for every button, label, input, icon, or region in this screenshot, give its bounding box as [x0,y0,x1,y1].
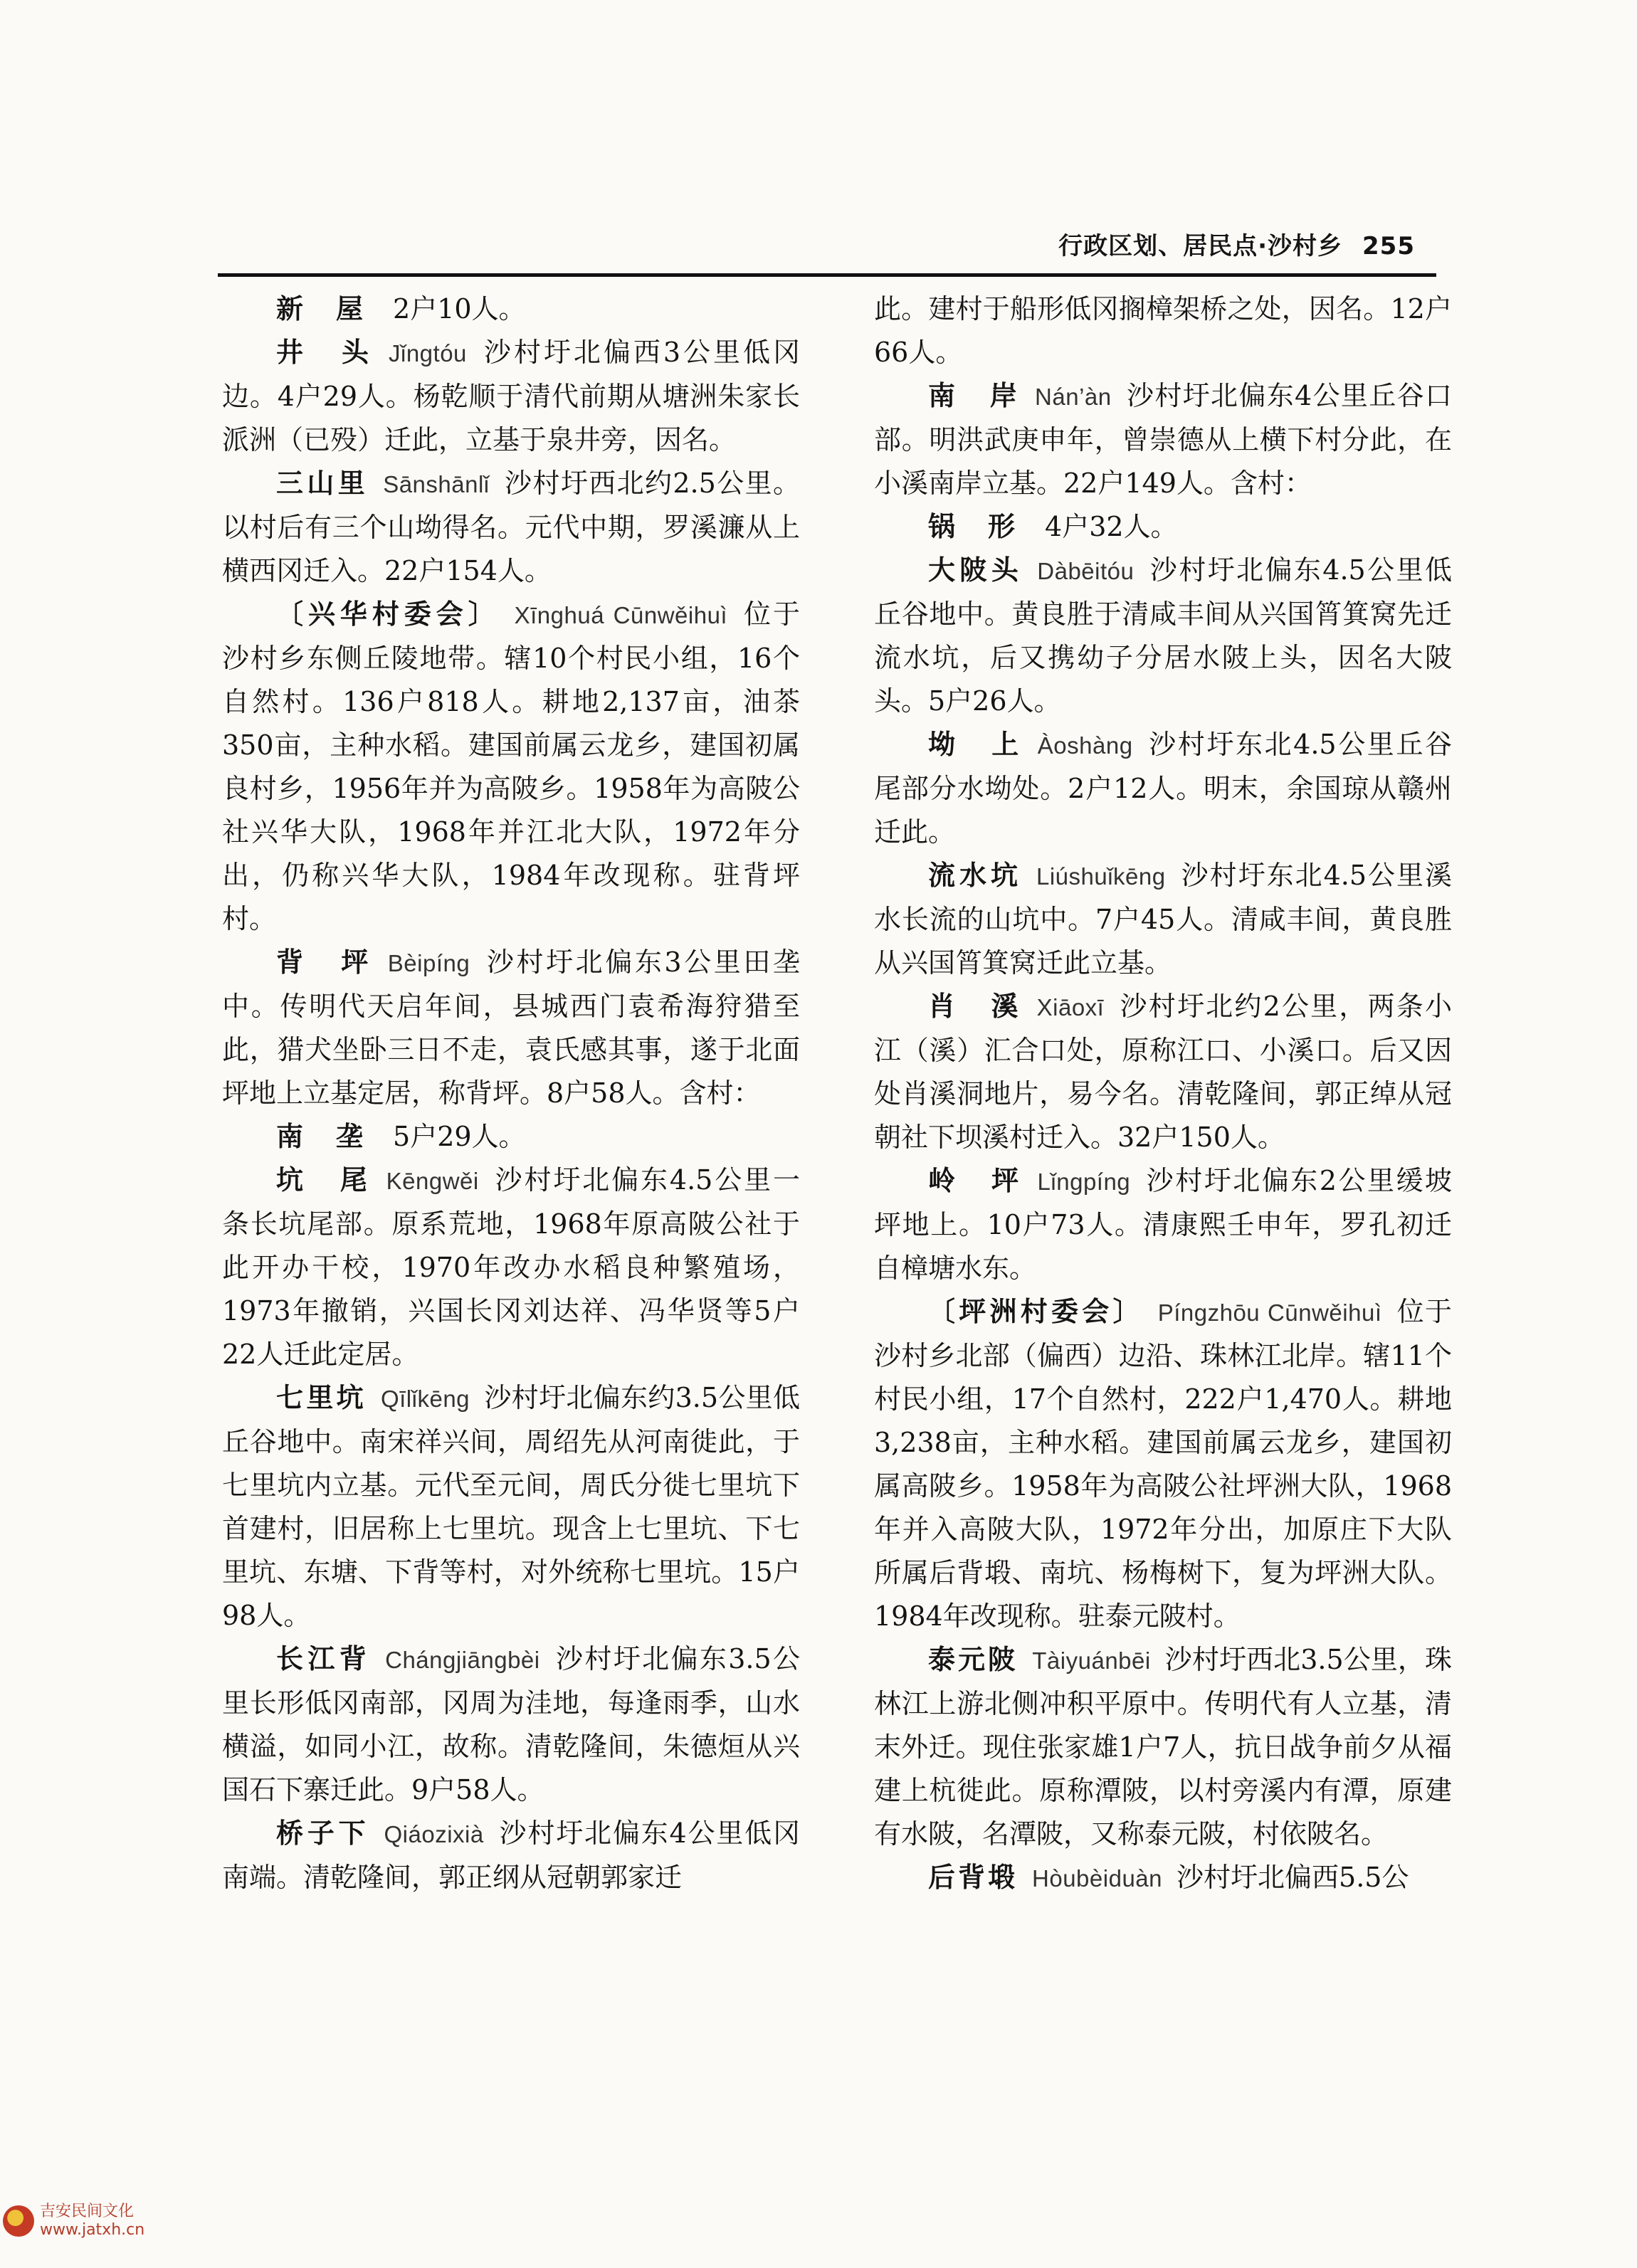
gazetteer-entry [222,288,800,331]
entry-text: 沙村圩北偏东4.5公里一条长坑尾部。原系荒地，1968年原高陂公社于此开办干校，1970年改办水稻良种繁殖场，1973年撤销，兴国长冈刘达祥、冯华贤等5户22人迁此定居。 [222,1164,800,1370]
entry-text: 5户29人。 [393,1121,526,1152]
entry-pinyin: Àoshàng [1037,732,1133,759]
running-header [1058,226,1415,261]
watermark-title: 吉安民间文化 [40,2203,135,2220]
right-column [874,288,1452,1900]
entry-name: 大陂头 [928,554,1023,586]
gazetteer-entry [874,723,1452,854]
entry-name: 井 头 [276,337,374,368]
entry-pinyin: Dàbēitóu [1037,558,1135,584]
entry-text: 2户10人。 [393,293,526,325]
entry-text: 沙村圩西北3.5公里，珠林江上游北侧冲积平原中。传明代有人立基，清末外迁。现住张家雄1户7人，抗日战争前夕从福建上杭徙此。原称潭陂，以村旁溪内有潭，原建有水陂，名潭陂，又称泰元陂，村依陂名。 [874,1644,1452,1850]
entry-name: 坳 上 [928,729,1023,760]
gazetteer-entry [874,1290,1452,1638]
gazetteer-entry [222,1812,800,1899]
entry-name: 南 垄 [276,1121,367,1152]
entry-pinyin: Sānshānlǐ [383,471,490,497]
entry-pinyin: Liúshuǐkēng [1036,863,1166,890]
entry-pinyin: Xiāoxī [1036,994,1105,1020]
gazetteer-entry [874,374,1452,505]
entry-name: 七里坑 [276,1382,367,1413]
entry-name: 坑 尾 [276,1164,372,1196]
gazetteer-entry [874,1159,1452,1290]
gazetteer-entry [874,985,1452,1159]
entry-name: 流水坑 [928,860,1022,891]
entry-text: 此。建村于船形低冈搁樟架桥之处，因名。12户66人。 [874,293,1452,368]
entry-pinyin: Lǐngpíng [1037,1169,1131,1195]
entry-name: 泰元陂 [928,1644,1018,1675]
gazetteer-entry [874,549,1452,723]
entry-pinyin: Tàiyuánbēi [1032,1647,1151,1674]
gazetteer-entry [222,1115,800,1159]
logo-icon [3,2205,34,2237]
section-title: 行政区划、居民点·沙村乡 [1058,232,1343,260]
gazetteer-entry [222,1376,800,1637]
entry-pinyin: Bèipíng [387,950,470,976]
entry-text: 沙村圩北偏西5.5公 [1177,1862,1409,1893]
entry-name: 〔兴华村委会〕 [276,598,500,630]
gazetteer-entry [222,462,800,593]
gazetteer-entry [222,1637,800,1812]
entry-name: 新 屋 [276,293,367,325]
entry-pinyin: Kēngwěi [386,1168,479,1194]
entry-text: 沙村圩西北约2.5公里。以村后有三个山坳得名。元代中期，罗溪濂从上横西冈迁入。22户154人。 [222,468,800,586]
entry-name: 肖 溪 [928,991,1023,1022]
entry-text: 沙村圩北偏东4公里丘谷口部。明洪武庚申年，曾崇德从上横下村分此，在小溪南岸立基。22户149人。含村： [874,380,1452,499]
gazetteer-entry [222,331,800,462]
gazetteer-entry [222,941,800,1115]
entry-text: 沙村圩北偏西3公里低冈边。4户29人。杨乾顺于清代前期从塘洲朱家长派洲（已殁）迁此，立基于泉井旁，因名。 [222,337,800,455]
entry-pinyin: Píngzhōu Cūnwěihuì [1157,1299,1382,1326]
gazetteer-entry [874,1856,1452,1900]
gazetteer-entry [874,854,1452,985]
gazetteer-entry [222,1159,800,1376]
gazetteer-entry [874,288,1452,374]
entry-text: 位于沙村乡东侧丘陵地带。辖10个村民小组，16个自然村。136户818人。耕地2,137亩，油茶350亩，主种水稻。建国前属云龙乡，建国初属良村乡，1956年并为高陂乡。1958年为高陂公社兴华大队，1968年并江北大队，1972年分出，仍称兴华大队，1984年改现称。驻背坪村。 [222,598,800,934]
gazetteer-entry [222,593,800,941]
header-rule [218,273,1436,277]
watermark-logo [3,2203,144,2240]
entry-name: 桥子下 [276,1818,370,1849]
entry-text: 沙村圩北偏东2公里缓坡坪地上。10户73人。清康熙壬申年，罗孔初迁自樟塘水东。 [874,1165,1452,1284]
entry-name: 后背塅 [928,1862,1018,1893]
entry-text: 位于沙村乡北部（偏西）边沿、珠林江北岸。辖11个村民小组，17个自然村，222户1,470人。耕地3,238亩，主种水稻。建国前属云龙乡，建国初属高陂乡。1958年为高陂公社坪洲大队，1968年并入高陂大队，1972年分出，加原庄下大队所属后背塅、南坑、杨梅树下，复为坪洲大队。1984年改现称。驻泰元陂村。 [874,1296,1452,1632]
entry-text: 沙村圩北偏东3.5公里长形低冈南部，冈周为洼地，每逢雨季，山水横溢，如同小江，故称。清乾隆间，朱德烜从兴国石下寨迁此。9户58人。 [222,1643,800,1805]
entry-text: 沙村圩北偏东3公里田垄中。传明代天启年间，县城西门袁希海狩猎至此，猎犬坐卧三日不走，袁氏感其事，遂于北面坪地上立基定居，称背坪。8户58人。含村： [222,946,800,1109]
entry-text: 沙村圩北约2公里，两条小江（溪）汇合口处，原称江口、小溪口。后又因处肖溪洞地片，易今名。清乾隆间，郭正绰从冠朝社下坝溪村迁入。32户150人。 [874,991,1452,1153]
entry-text: 沙村圩东北4.5公里丘谷尾部分水坳处。2户12人。明末，余国琼从赣州迁此。 [874,729,1452,848]
gazetteer-entry [874,1638,1452,1856]
entry-pinyin: Hòubèiduàn [1032,1865,1163,1892]
entry-name: 锅 形 [928,511,1018,542]
entry-text: 4户32人。 [1045,511,1178,542]
entry-name: 南 岸 [928,380,1021,411]
left-column [222,288,800,1899]
entry-name: 三山里 [276,468,369,499]
entry-name: 〔坪洲村委会〕 [928,1296,1144,1327]
entry-text: 沙村圩北偏东约3.5公里低丘谷地中。南宋祥兴间，周绍先从河南徙此，于七里坑内立基。元代至元间，周氏分徙七里坑下首建村，旧居称上七里坑。现含上七里坑、下七里坑、东塘、下背等村，对外统称七里坑。15户98人。 [222,1382,800,1631]
page-number: 255 [1362,232,1415,260]
entry-pinyin: Chángjiāngbèi [385,1647,540,1673]
entry-name: 背 坪 [276,946,374,978]
entry-pinyin: Xīnghuá Cūnwěihuì [514,602,728,628]
gazetteer-entry [874,505,1452,549]
entry-pinyin: Qiáozixià [384,1821,484,1847]
watermark-url: www.jatxh.cn [40,2221,145,2239]
entry-text: 沙村圩北偏东4公里低冈南端。清乾隆间，郭正纲从冠朝郭家迁 [222,1818,800,1893]
entry-name: 长江背 [276,1643,372,1674]
entry-pinyin: Qīlǐkēng [380,1386,470,1412]
entry-name: 岭 坪 [928,1165,1023,1196]
entry-text: 沙村圩北偏东4.5公里低丘谷地中。黄良胜于清咸丰间从兴国筲箕窝先迁流水坑，后又携幼子分居水陂上头，因名大陂头。5户26人。 [874,554,1452,717]
entry-pinyin: Nán’àn [1035,384,1112,410]
entry-text: 沙村圩东北4.5公里溪水长流的山坑中。7户45人。清咸丰间，黄良胜从兴国筲箕窝迁此立基。 [874,860,1452,979]
entry-pinyin: Jǐngtóu [388,340,467,366]
